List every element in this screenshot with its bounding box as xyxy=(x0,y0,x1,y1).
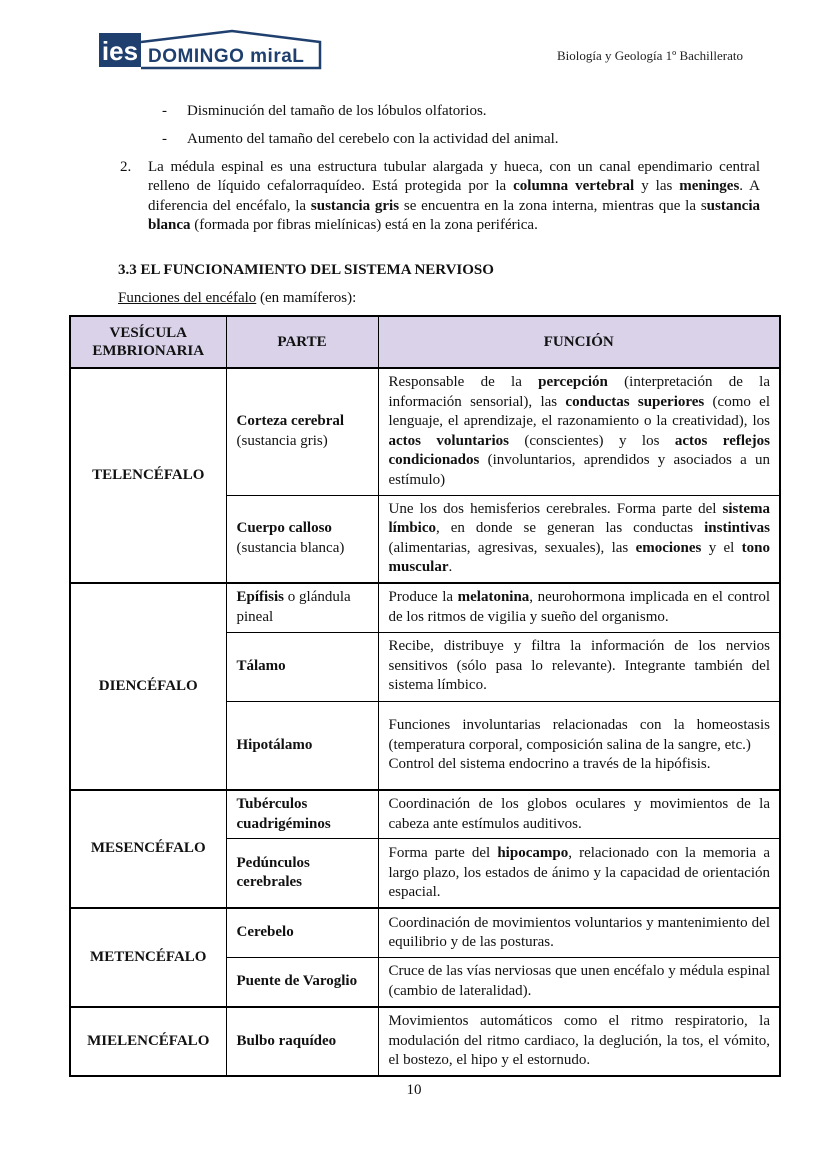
text-run: Produce la xyxy=(388,589,458,606)
text-run: , relacionado con la memoria a largo plazo, los estados de ánimo y la capacidad de orientación espacial. xyxy=(388,845,770,901)
bullet-dash: - xyxy=(162,131,167,147)
parte-name: Puente de Varoglio xyxy=(236,973,358,990)
parte-pedunculos xyxy=(226,839,378,908)
spinal-cord-paragraph xyxy=(120,158,760,236)
text-run: , neurohormona implicada en el control de los ritmos de vigilia y sueño del organismo. xyxy=(388,589,770,625)
text-run: se encuentra en la zona interna, mientras que la s xyxy=(399,197,707,214)
bold-run: meninges xyxy=(679,178,740,195)
course-label: Biología y Geología 1º Bachillerato xyxy=(557,48,743,63)
text-run: (involuntarios, aprendidos y asociados a un estímulo) xyxy=(388,452,770,488)
bold-run: hipocampo xyxy=(497,845,569,862)
table-caption xyxy=(118,290,356,307)
caption-underlined: Funciones del encéfalo xyxy=(118,290,257,306)
text-run: Une los dos hemisferios cerebrales. Forma parte del xyxy=(388,500,723,517)
bold-run: actos reflejos condicionados xyxy=(388,432,771,469)
bullet-item xyxy=(162,102,487,121)
vesicle-metencefalo: METENCÉFALO xyxy=(70,908,226,1006)
text-run: (como el lenguaje, el aprendizaje, el razonamiento o la creatividad), los xyxy=(388,393,770,430)
vesicle-telencefalo: TELENCÉFALO xyxy=(70,368,226,583)
text-run: Funciones involuntarias relacionadas con la homeostasis (temperatura corporal, composición salina de la sangre, etc.) xyxy=(388,717,770,753)
parte-name: Pedúnculos cerebrales xyxy=(236,854,310,891)
header-vesicula xyxy=(70,316,226,368)
text-run: , en donde se generan las conductas xyxy=(436,520,705,537)
parte-rest: o glándula pineal xyxy=(236,589,351,625)
header-funcion: FUNCIÓN xyxy=(378,316,780,368)
bold-run: actos voluntarios xyxy=(388,432,509,449)
parte-corteza xyxy=(226,368,378,495)
header-parte: PARTE xyxy=(226,316,378,368)
table-row xyxy=(70,1007,780,1076)
bullet-item xyxy=(162,130,559,149)
text-run: (interpretación de la información sensorial), las xyxy=(388,374,770,410)
vesicle-mesencefalo: MESENCÉFALO xyxy=(70,790,226,908)
funcion-tuberculos: Coordinación de los globos oculares y movimientos de la cabeza ante estímulos auditivos. xyxy=(378,790,780,839)
parte-name: Bulbo raquídeo xyxy=(236,1032,337,1049)
funcion-calloso xyxy=(378,495,780,583)
funcion-corteza xyxy=(378,368,780,495)
bullet-dash: - xyxy=(162,103,167,119)
parte-sub: (sustancia gris) xyxy=(236,432,328,449)
funcion-epifisis xyxy=(378,583,780,632)
section-title: 3.3 EL FUNCIONAMIENTO DEL SISTEMA NERVIOSO xyxy=(118,262,494,278)
text-run: y las xyxy=(634,178,680,195)
parte-name: Corteza cerebral xyxy=(236,413,345,430)
parte-name: Tálamo xyxy=(236,657,286,674)
text-run: . xyxy=(448,559,453,576)
text-run: (alimentarias, agresivas, sexuales), las xyxy=(388,539,636,556)
parte-talamo xyxy=(226,632,378,701)
table-row xyxy=(70,583,780,632)
bold-run: conductas superiores xyxy=(565,393,705,410)
paragraph-number: 2. xyxy=(120,159,132,175)
parte-name: Cuerpo calloso xyxy=(236,520,332,537)
header-vesicula-line1: VESÍCULA xyxy=(109,325,188,341)
text-run: (formada por fibras mielínicas) está en la zona periférica. xyxy=(190,217,538,234)
caption-rest: (en mamíferos): xyxy=(256,290,357,306)
logo-ies-text: ies xyxy=(101,36,139,66)
parte-hipotalamo xyxy=(226,701,378,789)
bold-run: emociones xyxy=(635,539,702,556)
funcion-hipotalamo xyxy=(378,701,780,789)
school-logo xyxy=(98,28,322,70)
funcion-pedunculos xyxy=(378,839,780,908)
parte-name: Cerebelo xyxy=(236,924,294,941)
bold-run: sustancia gris xyxy=(310,197,400,214)
text-run: Responsable de la xyxy=(388,374,539,391)
funcion-puente: Cruce de las vías nerviosas que unen encéfalo y médula espinal (cambio de lateralidad). xyxy=(378,957,780,1006)
bold-run: sistema límbico xyxy=(388,500,770,537)
parte-cerebelo xyxy=(226,908,378,957)
text-run: y el xyxy=(701,539,742,556)
paragraph-text xyxy=(148,158,760,236)
table-row xyxy=(70,908,780,957)
parte-tuberculos xyxy=(226,790,378,839)
vesicle-mielencefalo: MIELENCÉFALO xyxy=(70,1007,226,1076)
bullet-text: Disminución del tamaño de los lóbulos olfatorios. xyxy=(187,103,487,119)
parte-name: Hipotálamo xyxy=(236,736,313,753)
logo-name-text: DOMINGO miraL xyxy=(148,46,305,67)
table-header-row xyxy=(70,316,780,368)
parte-epifisis xyxy=(226,583,378,632)
page-header xyxy=(98,28,743,72)
parte-sub: (sustancia blanca) xyxy=(236,539,345,556)
header-vesicula-line2: EMBRIONARIA xyxy=(92,343,205,359)
text-run: La médula espinal es una estructura tubular alargada y hueca, con un canal ependimario central relleno de líquido cefalorraquídeo. Está protegida por la xyxy=(148,159,760,195)
text-run: . A diferencia del encéfalo, la xyxy=(148,178,760,214)
table-row xyxy=(70,368,780,495)
page-number: 10 xyxy=(406,1082,422,1098)
parte-name: Tubérculos cuadrigéminos xyxy=(236,796,331,832)
bold-run: tono muscular xyxy=(388,539,770,576)
text-run: Forma parte del xyxy=(388,845,498,862)
funcion-bulbo: Movimientos automáticos como el ritmo respiratorio, la modulación del ritmo cardiaco, la deglución, la tos, el vómito, el bostezo, el hipo y el estornudo. xyxy=(378,1007,780,1076)
text-run: (conscientes) y los xyxy=(508,432,675,449)
text-run: Control del sistema endocrino a través de la hipófisis. xyxy=(388,756,711,773)
bold-run: instintivas xyxy=(704,520,770,537)
funcion-cerebelo: Coordinación de movimientos voluntarios y mantenimiento del equilibrio y de las posturas. xyxy=(378,908,780,957)
bold-run: percepción xyxy=(538,374,608,391)
parte-calloso xyxy=(226,495,378,583)
vesicle-diencefalo: DIENCÉFALO xyxy=(70,583,226,790)
parte-name: Epífisis xyxy=(236,589,285,606)
parte-bulbo xyxy=(226,1007,378,1076)
parte-puente xyxy=(226,957,378,1006)
bold-run: melatonina xyxy=(457,589,530,606)
brain-functions-table xyxy=(69,315,781,1077)
bold-run: ustancia blanca xyxy=(148,197,760,234)
bold-run: columna vertebral xyxy=(513,178,635,195)
bullet-text: Aumento del tamaño del cerebelo con la actividad del animal. xyxy=(187,131,559,147)
funcion-talamo: Recibe, distribuye y filtra la información de los nervios sensitivos (sólo pasa lo relevante). Integrante también del sistema límbico. xyxy=(378,632,780,701)
table-row xyxy=(70,790,780,839)
